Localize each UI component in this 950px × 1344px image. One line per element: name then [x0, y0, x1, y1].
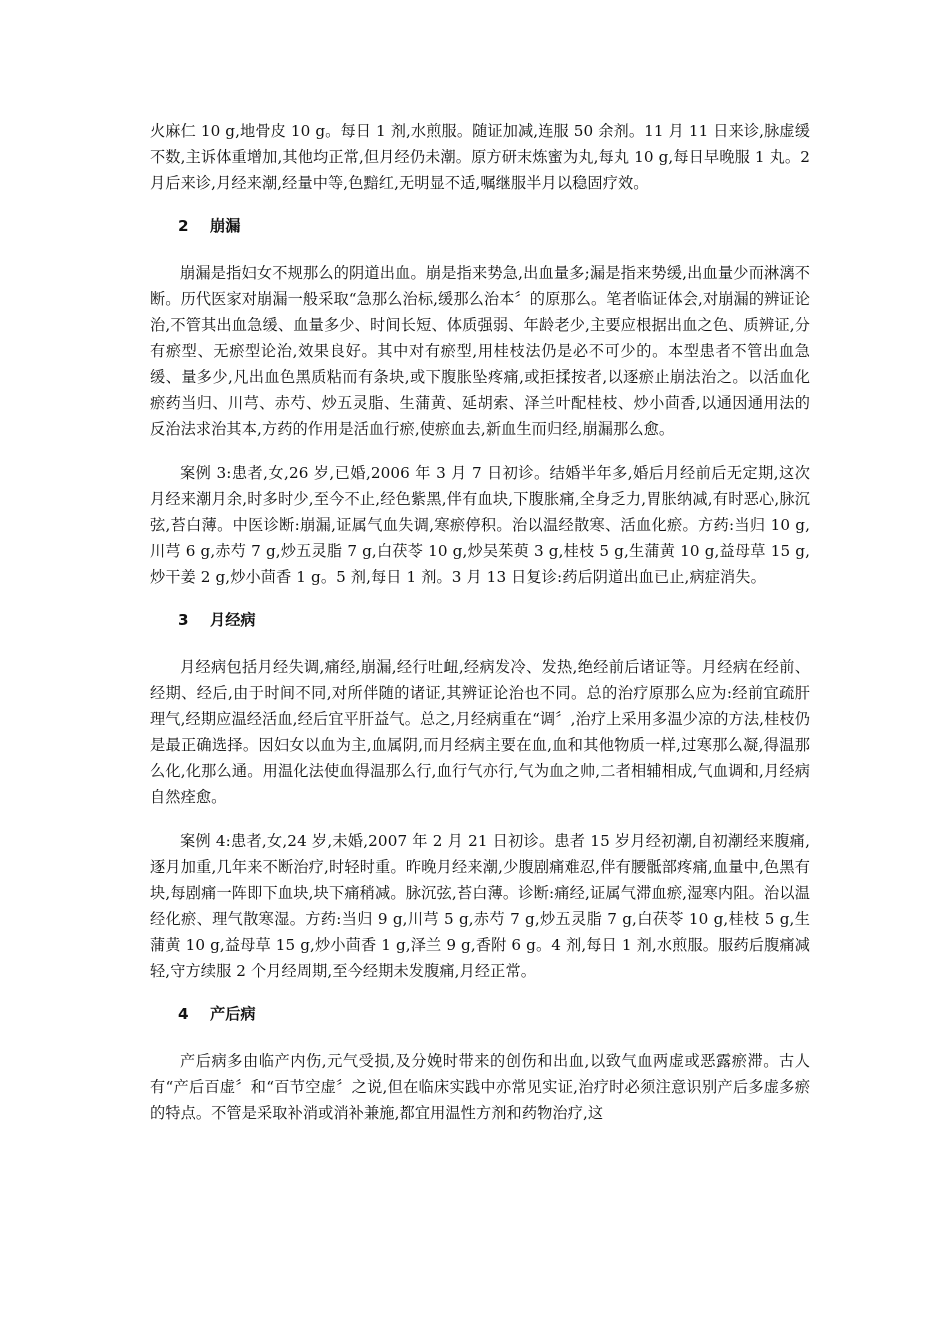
- section-title: 产后病: [210, 1005, 256, 1023]
- section-number: 4: [178, 1005, 189, 1023]
- section-heading-bengllou: [178, 214, 810, 238]
- section-title: 月经病: [210, 611, 256, 629]
- document-page: [150, 118, 810, 1144]
- paragraph-case-4: 案例 4:患者,女,24 岁,未婚,2007 年 2 月 21 日初诊。患者 15 岁月经初潮,自初潮经来腹痛,逐月加重,几年来不断治疗,时轻时重。昨晚月经来潮,少腹剧痛难忍,伴有腰骶部疼痛,血量中,色黑有块,每剧痛一阵即下血块,块下痛稍减。脉沉弦,苔白薄。诊断:痛经,证属气滞血瘀,湿寒内阻。治以温经化瘀、理气散寒湿。方药:当归 9 g,川芎 5 g,赤芍 7 g,炒五灵脂 7 g,白茯苓 10 g,桂枝 5 g,生蒲黄 10 g,益母草 15 g,炒小茴香 1 g,泽兰 9 g,香附 6 g。4 剂,每日 1 剂,水煎服。服药后腹痛减轻,守方续服 2 个月经周期,至今经期未发腹痛,月经正常。: [150, 832, 810, 980]
- paragraph-case-3: 案例 3:患者,女,26 岁,已婚,2006 年 3 月 7 日初诊。结婚半年多,婚后月经前后无定期,这次月经来潮月余,时多时少,至今不止,经色紫黑,伴有血块,下腹胀痛,全身乏力,胃胀纳减,有时恶心,脉沉弦,苔白薄。中医诊断:崩漏,证属气血失调,寒瘀停积。治以温经散寒、活血化瘀。方药:当归 10 g,川芎 6 g,赤芍 7 g,炒五灵脂 7 g,白茯苓 10 g,炒吴茱萸 3 g,桂枝 5 g,生蒲黄 10 g,益母草 15 g,炒干姜 2 g,炒小茴香 1 g。5 剂,每日 1 剂。3 月 13 日复诊:药后阴道出血已止,病症消失。: [150, 464, 810, 586]
- paragraph-continued-case: 火麻仁 10 g,地骨皮 10 g。每日 1 剂,水煎服。随证加减,连服 50 余剂。11 月 11 日来诊,脉虚缓不数,主诉体重增加,其他均正常,但月经仍未潮。原方研末炼蜜为丸,每丸 10 g,每日早晚服 1 丸。2 月后来诊,月经来潮,经量中等,色黯红,无明显不适,嘱继服半月以稳固疗效。: [150, 122, 810, 192]
- section-title: 崩漏: [210, 217, 241, 235]
- section-heading-chanhoubing: [178, 1002, 810, 1026]
- section-number: 3: [178, 611, 189, 629]
- section-number: 2: [178, 217, 189, 235]
- section-heading-yuejingbing: [178, 608, 810, 632]
- paragraph-chanhoubing-intro: 产后病多由临产内伤,元气受损,及分娩时带来的创伤和出血,以致气血两虚或恶露瘀滞。古人有“产后百虚〞和“百节空虚〞之说,但在临床实践中亦常见实证,治疗时必须注意识别产后多虚多瘀的特点。不管是采取补消或消补兼施,都宜用温性方剂和药物治疗,这: [150, 1052, 810, 1122]
- paragraph-yuejingbing-intro: 月经病包括月经失调,痛经,崩漏,经行吐衄,经病发冷、发热,绝经前后诸证等。月经病在经前、经期、经后,由于时间不同,对所伴随的诸证,其辨证论治也不同。总的治疗原那么应为:经前宜疏肝理气,经期应温经活血,经后宜平肝益气。总之,月经病重在“调〞,治疗上采用多温少凉的方法,桂枝仍是最正确选择。因妇女以血为主,血属阴,而月经病主要在血,血和其他物质一样,过寒那么凝,得温那么化,化那么通。用温化法使血得温那么行,血行气亦行,气为血之帅,二者相辅相成,气血调和,月经病自然痊愈。: [150, 658, 810, 806]
- paragraph-bengllou-intro: 崩漏是指妇女不规那么的阴道出血。崩是指来势急,出血量多;漏是指来势缓,出血量少而淋漓不断。历代医家对崩漏一般采取“急那么治标,缓那么治本〞的原那么。笔者临证体会,对崩漏的辨证论治,不管其出血急缓、血量多少、时间长短、体质强弱、年龄老少,主要应根据出血之色、质辨证,分有瘀型、无瘀型论治,效果良好。其中对有瘀型,用桂枝法仍是必不可少的。本型患者不管出血急缓、量多少,凡出血色黑质粘而有条块,或下腹胀坠疼痛,或拒揉按者,以逐瘀止崩法治之。以活血化瘀药当归、川芎、赤芍、炒五灵脂、生蒲黄、延胡索、泽兰叶配桂枝、炒小茴香,以通因通用法的反治法求治其本,方药的作用是活血行瘀,使瘀血去,新血生而归经,崩漏那么愈。: [150, 264, 810, 438]
